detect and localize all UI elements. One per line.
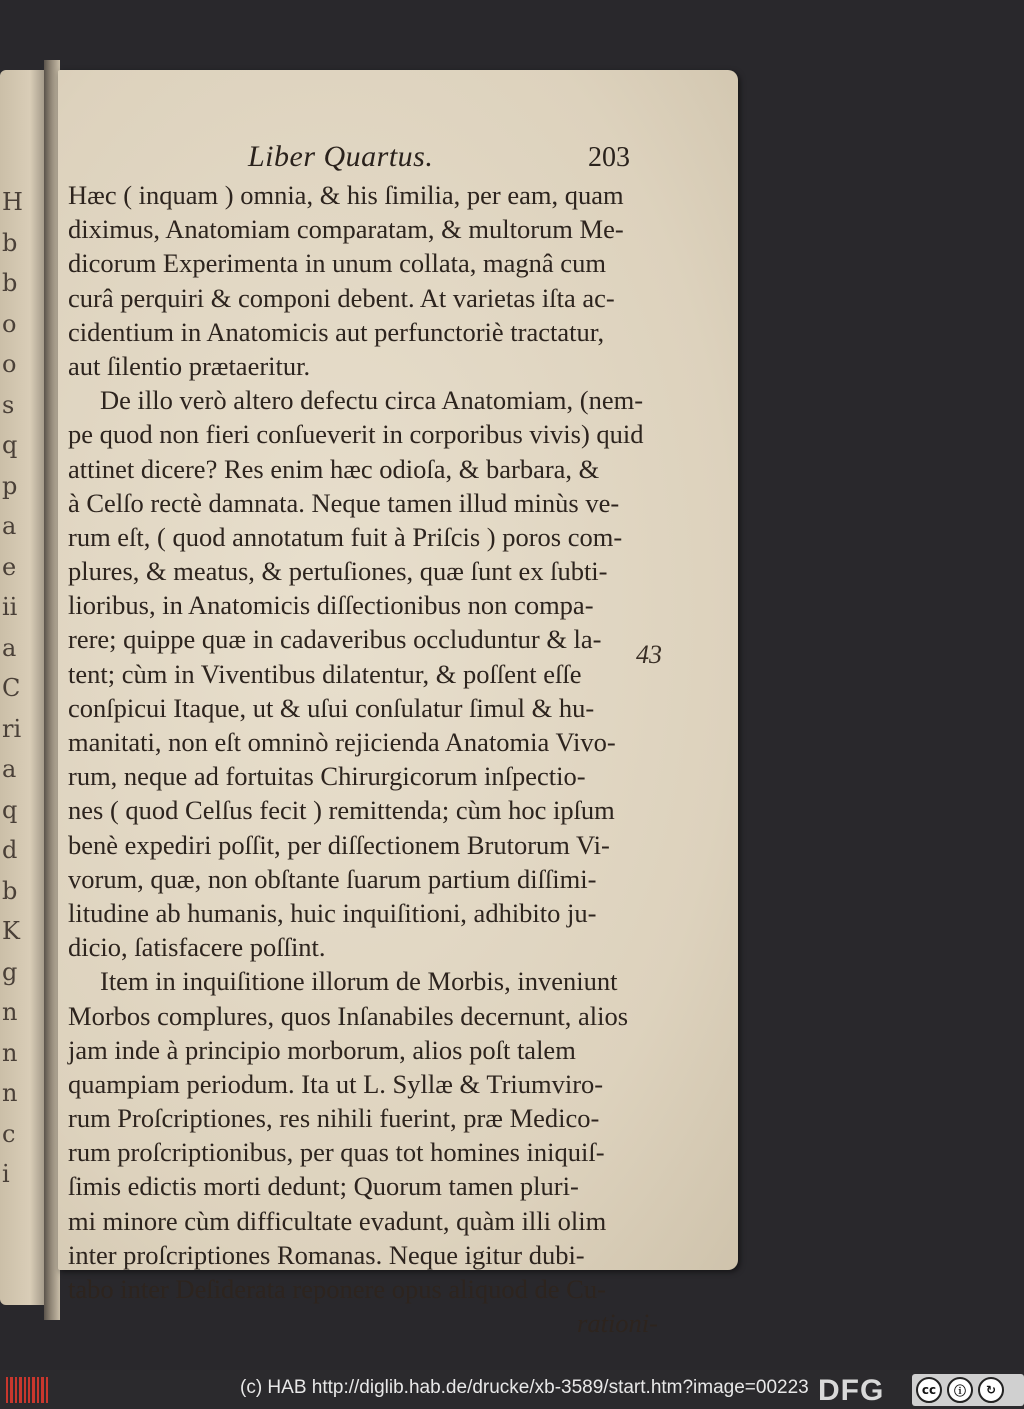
text-line: manitati, non eſt omninò rejicienda Anatomia Vivo- [68, 727, 616, 757]
prev-page-letter: H [2, 188, 23, 216]
text-line: benè expediri poſſit, per diſſectionem Brutorum Vi- [68, 829, 610, 860]
text-line: tent; cùm in Viventibus dilatentur, & poſſent eſſe [68, 658, 582, 689]
text-line: conſpicui Itaque, ut & uſui conſulatur ſimul & hu- [68, 692, 595, 723]
page-number: 203 [588, 142, 630, 173]
text-line: rere; quippe quæ in cadaveribus occluduntur & la- [68, 624, 602, 655]
margin-note: 43 [636, 640, 662, 669]
prev-page-letter: d [2, 836, 18, 864]
prev-page-letter: g [2, 957, 18, 986]
prev-page-letter: q [2, 431, 18, 459]
prev-page-letter: e [2, 552, 17, 581]
prev-page-letter: C [2, 674, 21, 702]
text-line: mi minore cùm difficultate evadunt, quàm illi olim [68, 1205, 607, 1236]
prev-page-letter: o [2, 309, 17, 338]
text-line: litudine ab humanis, huic inquiſitioni, adhibito ju- [68, 897, 597, 928]
text-line: pe quod non fieri conſueverit in corporibus vivis) quid [68, 419, 644, 450]
cc-icon: cc [916, 1377, 942, 1403]
prev-page-letter: p [2, 471, 18, 500]
text-line: rum proſcriptionibus, per quas tot homines iniquiſ- [68, 1137, 605, 1168]
prev-page-letter: s [2, 390, 15, 419]
text-line: nes ( quod Celſus fecit ) remittenda; cùm hoc ipſum [68, 795, 615, 826]
text-line: curâ perquiri & componi debent. At varietas iſta ac- [68, 282, 615, 313]
prev-page-letter: K [2, 917, 20, 945]
prev-page-letter: ri [2, 714, 22, 743]
prev-page-letter: b [2, 876, 18, 905]
running-title: Liber Quartus. [248, 140, 434, 173]
catchword: rationi- [577, 1308, 658, 1339]
text-line: inter proſcriptiones Romanas. Neque igitur dubi- [68, 1239, 585, 1270]
text-line: Morbos complures, quos Inſanabiles decernunt, alios [68, 1000, 629, 1031]
text-line: attinet dicere? Res enim hæc odioſa, & barbara, & [68, 453, 600, 484]
text-line: Hæc ( inquam ) omnia, & his ſimilia, per eam, quam [68, 180, 624, 210]
book-page [58, 70, 738, 1339]
by-icon: ⓘ [947, 1377, 973, 1403]
text-line: De illo verò altero defectu circa Anatomiam, (nem- [100, 385, 644, 416]
text-line: vorum, quæ, non obſtante ſuarum partium diſſimi- [68, 863, 597, 894]
text-line: aut ſilentio prætaeritur. [68, 350, 311, 381]
text-line: rum, neque ad fortuitas Chirurgicorum inſpectio- [68, 761, 586, 792]
prev-page-letter: n [2, 1038, 18, 1067]
prev-page-letter: n [2, 998, 18, 1026]
viewer-footer [0, 1370, 1024, 1409]
prev-page-letter: a [2, 633, 17, 662]
dfg-logo: DFG [818, 1374, 885, 1407]
prev-page-letter: a [2, 755, 17, 783]
barcode-icon [6, 1377, 48, 1403]
prev-page-letter: q [2, 795, 18, 824]
text-line: dicio, ſatisfacere poſſint. [68, 932, 326, 963]
text-line: dicorum Experimenta in unum collata, magnâ cum [68, 248, 606, 279]
text-line: à Celſo rectè damnata. Neque tamen illud minùs ve- [68, 487, 620, 518]
text-line: rum Proſcriptiones, res nihili fuerint, præ Medico- [68, 1103, 600, 1134]
prev-page-letter: ii [2, 593, 18, 621]
text-line: diximus, Anatomiam comparatam, & multorum Me- [68, 214, 624, 245]
prev-page-letter: i [2, 1160, 10, 1188]
text-line: ſimis edictis morti dedunt; Quorum tamen pluri- [68, 1171, 579, 1202]
text-line: plures, & meatus, & pertuſiones, quæ ſunt ex ſubti- [68, 556, 608, 587]
text-line: quampiam periodum. Ita ut L. Syllæ & Triumviro- [68, 1068, 604, 1099]
prev-page-letter: c [2, 1119, 16, 1148]
page-body-text [68, 178, 658, 1340]
sa-icon: ↻ [978, 1377, 1004, 1403]
prev-page-letter: n [2, 1079, 18, 1107]
text-line: rum eſt, ( quod annotatum fuit à Priſcis ) poros com- [68, 521, 623, 552]
text-line: jam inde à principio morborum, alios poſt talem [68, 1034, 576, 1065]
previous-page-edge [0, 70, 50, 1305]
prev-page-letter: a [2, 512, 17, 540]
prev-page-letter: o [2, 350, 17, 378]
cc-license-badge[interactable] [912, 1374, 1024, 1406]
text-line: cidentium in Anatomicis aut perfunctoriè tractatur, [68, 316, 605, 347]
citation-text[interactable]: (c) HAB http://diglib.hab.de/drucke/xb-3589/start.htm?image=00223 [240, 1377, 809, 1398]
prev-page-letter: b [2, 228, 18, 257]
text-line: lioribus, in Anatomicis diſſectionibus non compa- [68, 590, 594, 621]
text-line: Item in inquiſitione illorum de Morbis, inveniunt [100, 966, 618, 997]
prev-page-letter: b [2, 269, 18, 297]
text-line: tabo inter Deſiderata reponere opus aliquod de Cu- [68, 1274, 606, 1304]
